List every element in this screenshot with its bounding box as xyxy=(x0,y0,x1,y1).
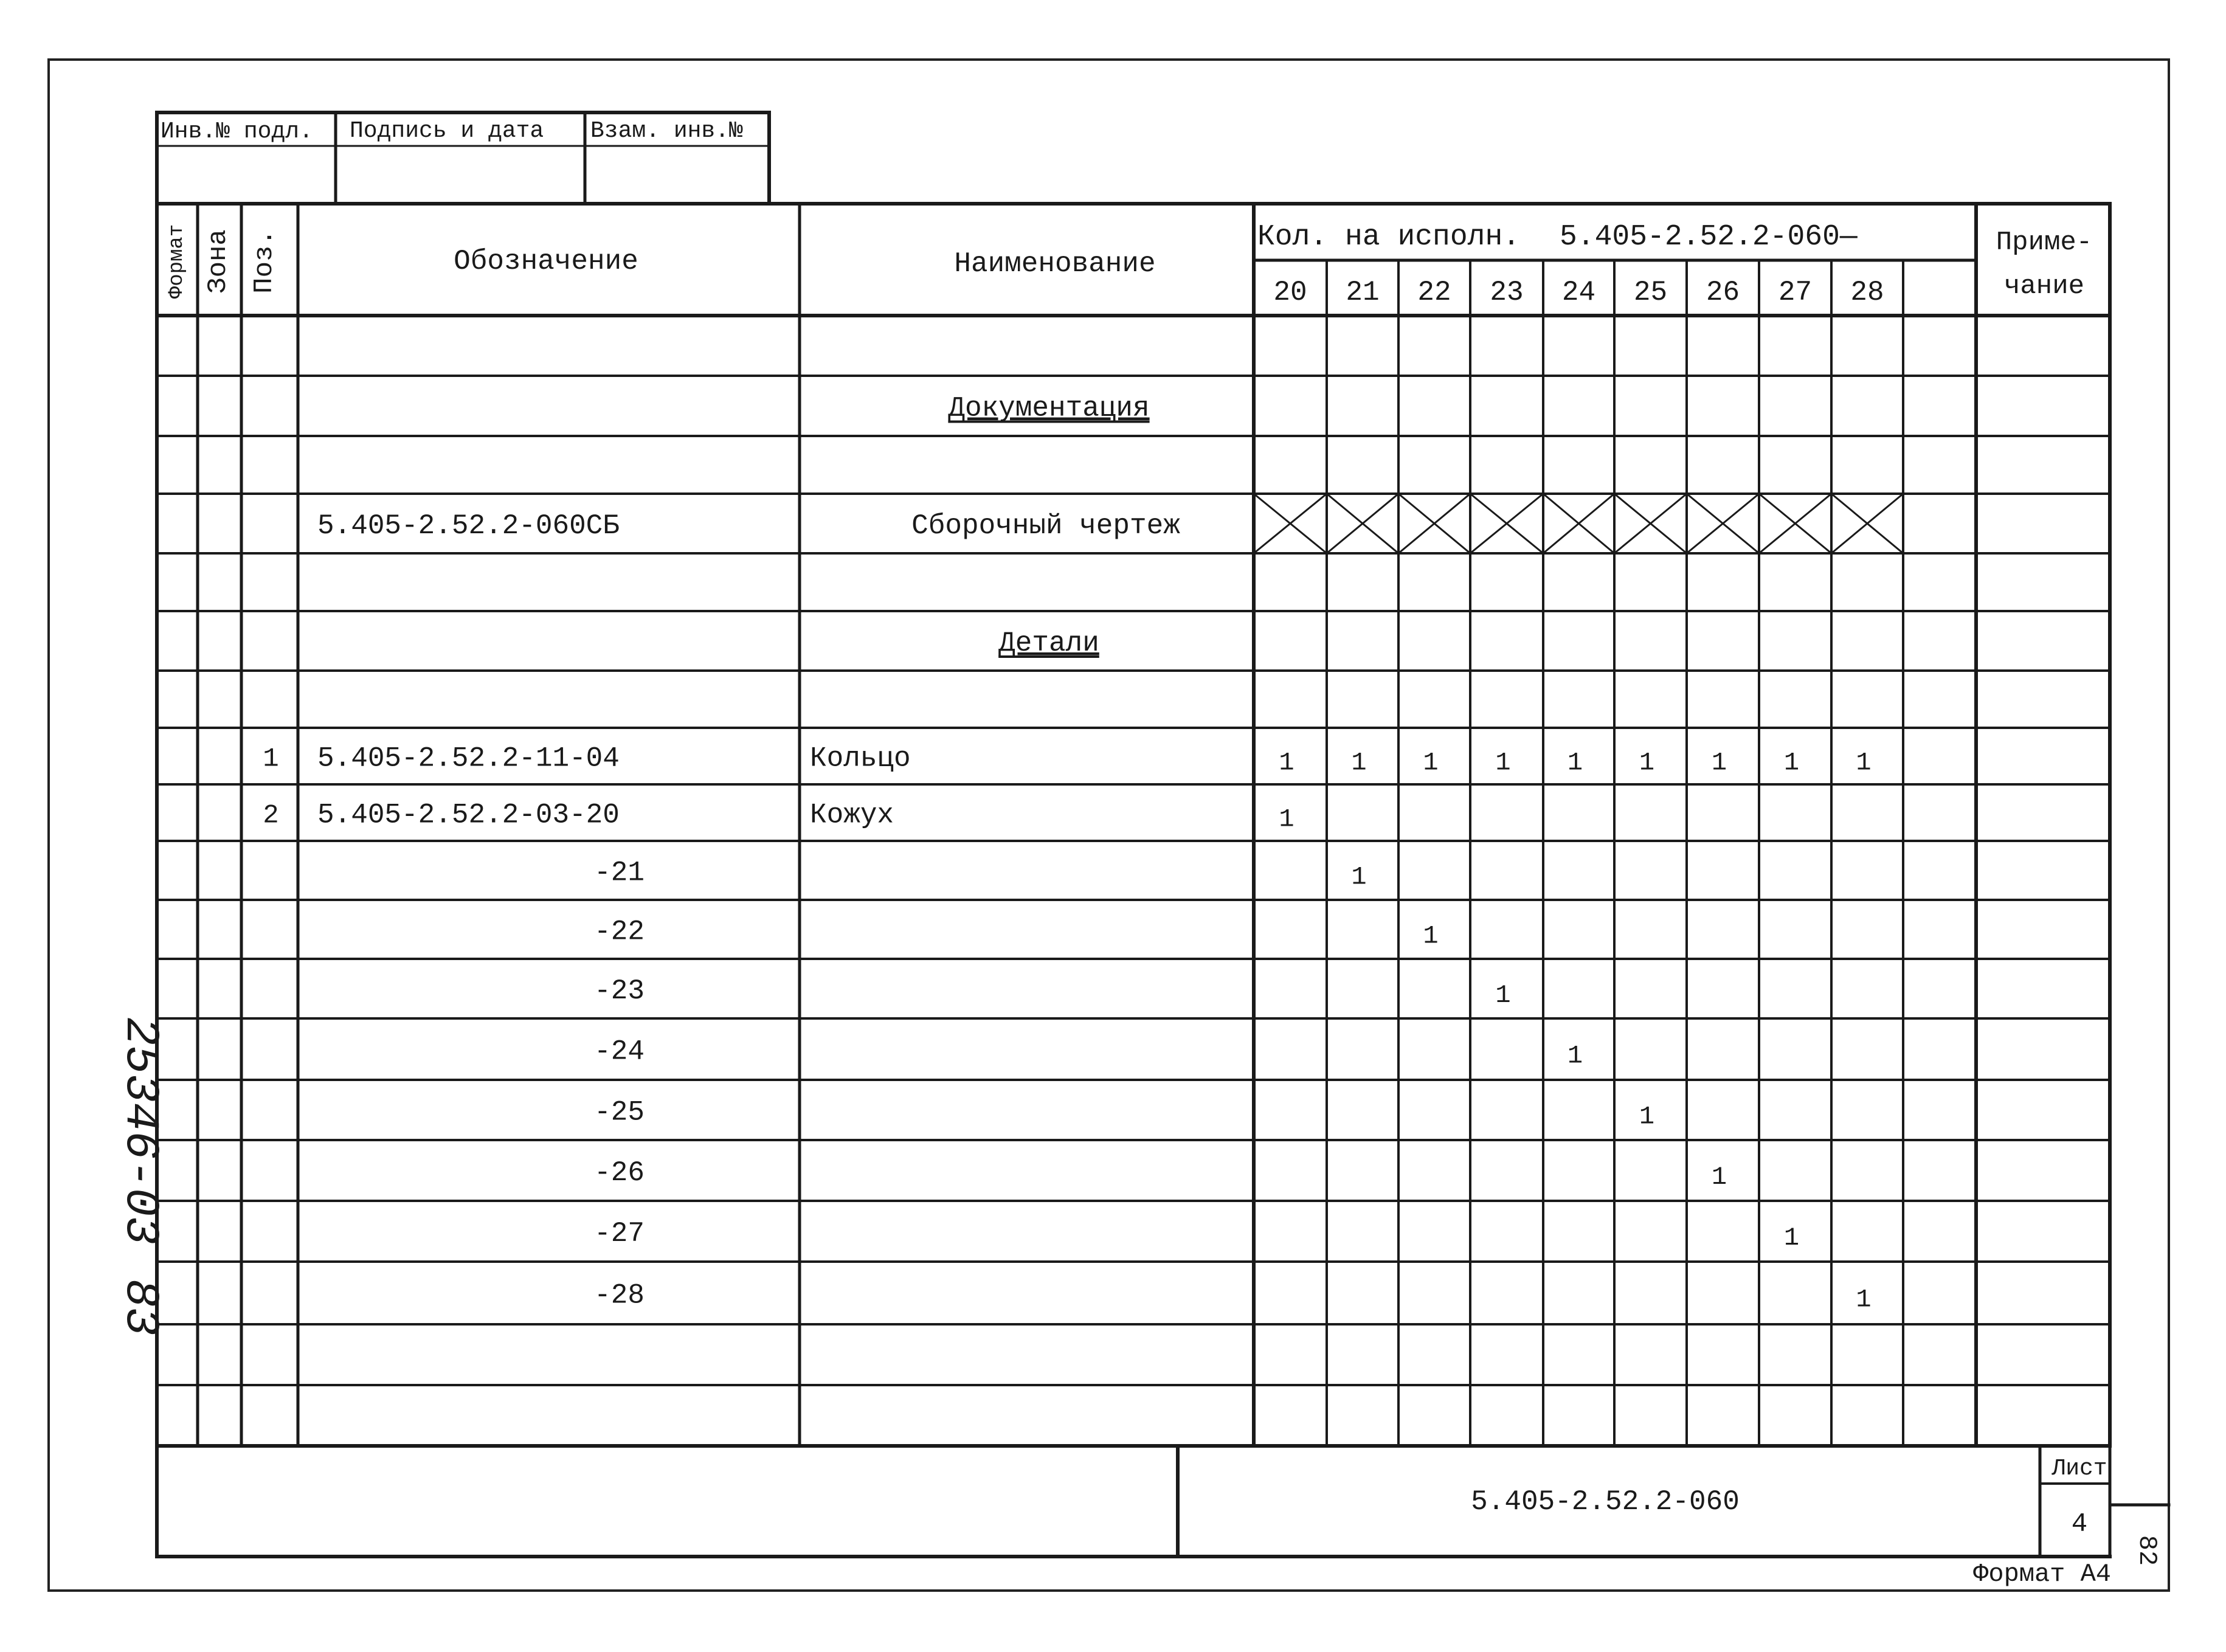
row-designation: -28 xyxy=(594,1279,645,1312)
header-primechanie-1: Приме- xyxy=(1996,227,2093,258)
ispoln-header-28: 28 xyxy=(1850,277,1884,308)
sheet-number: 4 xyxy=(2071,1509,2088,1540)
qty-cell: 1 xyxy=(1711,1163,1727,1192)
row-designation: -24 xyxy=(594,1035,645,1068)
ispoln-header-20: 20 xyxy=(1273,277,1307,308)
header-poz: Поз. xyxy=(249,229,280,294)
header-format: Формат xyxy=(165,224,188,299)
qty-cell: 1 xyxy=(1495,748,1511,778)
section-heading: Детали xyxy=(998,627,1099,659)
row-designation: -21 xyxy=(594,857,645,889)
document-designation: 5.405-2.52.2-060 xyxy=(1471,1486,1740,1518)
sheet-label: Лист xyxy=(2051,1456,2107,1482)
qty-cell: 1 xyxy=(1856,748,1872,778)
row-designation: 5.405-2.52.2-03-20 xyxy=(317,799,620,831)
qty-cell: 1 xyxy=(1351,748,1367,778)
qty-cell: 1 xyxy=(1351,862,1367,892)
row-designation: -22 xyxy=(594,916,645,948)
qty-cell: 1 xyxy=(1639,1102,1655,1132)
qty-cell: 1 xyxy=(1567,1041,1583,1071)
row-name: Сборочный чертеж xyxy=(911,510,1180,542)
stamp-vzam-inv: Взам. инв.№ xyxy=(590,118,743,144)
row-position: 2 xyxy=(263,800,279,831)
ispoln-header-27: 27 xyxy=(1778,277,1813,308)
stamp-podpis-data: Подпись и дата xyxy=(350,118,544,144)
ispoln-header-21: 21 xyxy=(1346,277,1380,308)
ispoln-header-24: 24 xyxy=(1561,277,1596,308)
header-oboznachenie: Обозначение xyxy=(454,246,638,277)
ispoln-header-25: 25 xyxy=(1633,277,1668,308)
row-designation: -26 xyxy=(594,1157,645,1189)
header-zona: Зона xyxy=(203,229,233,294)
row-designation: -27 xyxy=(594,1218,645,1249)
format-label: Формат А4 xyxy=(1973,1560,2111,1589)
table-row xyxy=(998,627,1099,659)
ispoln-header-22: 22 xyxy=(1417,277,1451,308)
qty-cell: 1 xyxy=(1567,748,1583,778)
qty-cell: 1 xyxy=(1856,1285,1872,1315)
handwritten-code: 25346-03 xyxy=(113,1017,167,1245)
handwritten-number: 83 xyxy=(113,1279,167,1336)
row-designation: 5.405-2.52.2-11-04 xyxy=(317,742,620,775)
qty-cell: 1 xyxy=(1423,748,1439,778)
row-designation: 5.405-2.52.2-060СБ xyxy=(317,510,620,542)
qty-cell: 1 xyxy=(1639,748,1655,778)
qty-cell: 1 xyxy=(1423,921,1439,951)
stamp-inv-podl: Инв.№ подл. xyxy=(161,119,313,145)
row-name: Кольцо xyxy=(810,742,911,775)
ispoln-number-headers xyxy=(1273,277,1884,308)
ispoln-header-23: 23 xyxy=(1490,277,1524,308)
header-primechanie-2: чание xyxy=(2003,271,2085,302)
header-ispoln-prefix: 5.405-2.52.2-060— xyxy=(1560,221,1858,254)
qty-cell: 1 xyxy=(1783,1223,1800,1253)
qty-cell: 1 xyxy=(1783,748,1800,778)
qty-cell: 1 xyxy=(1279,804,1294,834)
qty-cell: 1 xyxy=(1495,981,1511,1010)
row-designation: -25 xyxy=(594,1096,645,1128)
approval-stamp xyxy=(161,118,743,145)
row-name: Кожух xyxy=(810,799,894,831)
row-position: 1 xyxy=(263,744,279,775)
qty-cell: 1 xyxy=(1279,748,1294,778)
qty-cell: 1 xyxy=(1711,748,1727,778)
section-heading: Документация xyxy=(948,392,1150,424)
outer-page-number: 82 xyxy=(2132,1535,2162,1566)
table-row xyxy=(948,393,1149,424)
header-kol: Кол. на исполн. xyxy=(1257,221,1521,254)
ispoln-header-26: 26 xyxy=(1706,277,1740,308)
row-designation: -23 xyxy=(594,975,645,1007)
header-naimenovanie: Наименование xyxy=(954,248,1156,280)
